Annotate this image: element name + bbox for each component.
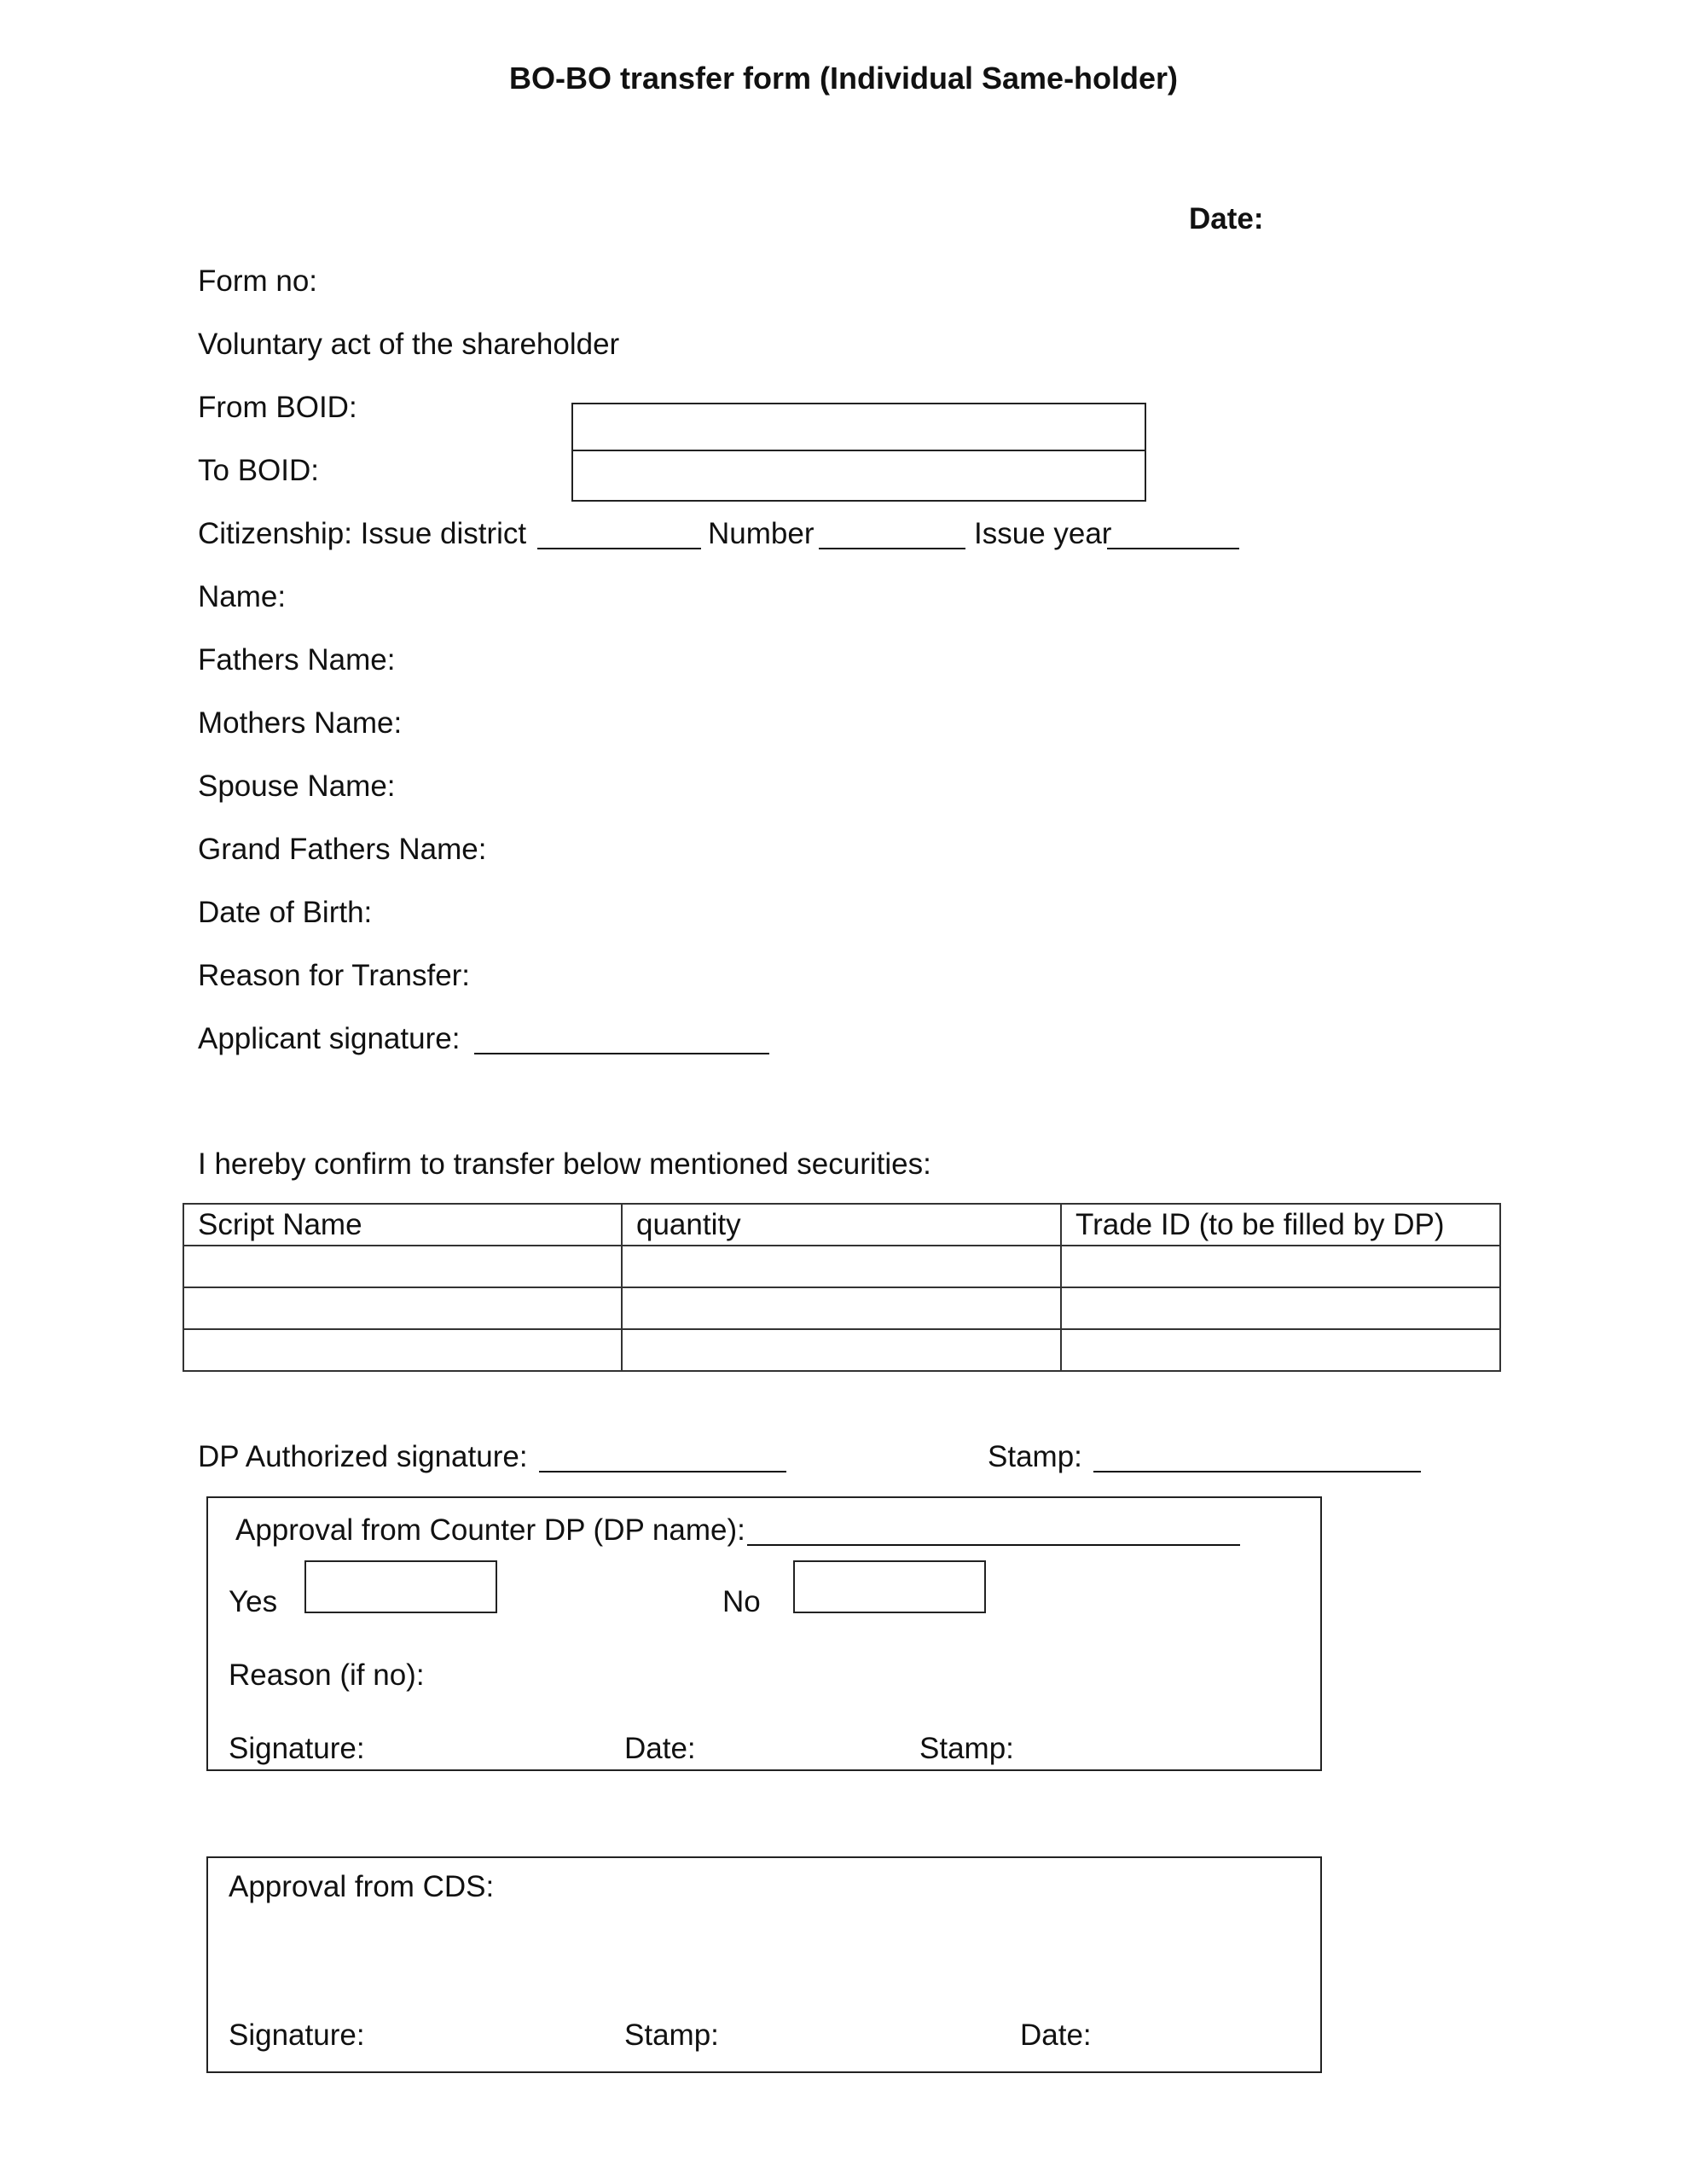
counter-dp-date-label: Date: bbox=[624, 1732, 696, 1765]
table-row bbox=[183, 1287, 1500, 1329]
spouse-name-label: Spouse Name: bbox=[198, 770, 396, 803]
fathers-name-label: Fathers Name: bbox=[198, 643, 396, 677]
mothers-name-label: Mothers Name: bbox=[198, 706, 403, 740]
form-title: BO-BO transfer form (Individual Same-holder) bbox=[508, 61, 1179, 96]
counter-dp-sign-row bbox=[208, 1723, 1317, 1768]
counter-dp-stamp-label: Stamp: bbox=[919, 1732, 1014, 1765]
yes-label: Yes bbox=[229, 1585, 278, 1618]
to-boid-input[interactable] bbox=[571, 450, 1146, 502]
cds-signature-label: Signature: bbox=[229, 2018, 365, 2052]
reason-label: Reason for Transfer: bbox=[198, 959, 471, 992]
form-no-label: Form no: bbox=[198, 264, 318, 298]
to-boid-label: To BOID: bbox=[198, 454, 319, 487]
citizenship-number-label: Number bbox=[708, 517, 815, 550]
yes-checkbox[interactable] bbox=[304, 1560, 497, 1613]
table-cell[interactable] bbox=[183, 1246, 622, 1287]
date-label: Date: bbox=[1189, 202, 1264, 235]
stamp-label: Stamp: bbox=[988, 1440, 1082, 1473]
citizenship-district-line[interactable] bbox=[537, 548, 701, 549]
citizenship-year-line[interactable] bbox=[1107, 548, 1239, 549]
dp-signature-line[interactable] bbox=[539, 1471, 786, 1472]
name-label: Name: bbox=[198, 580, 287, 613]
citizenship-year-label: Issue year bbox=[974, 517, 1112, 550]
header-trade-id: Trade ID (to be filled by DP) bbox=[1061, 1204, 1500, 1246]
table-header-row bbox=[183, 1204, 1500, 1246]
cds-stamp-label: Stamp: bbox=[624, 2018, 719, 2052]
header-script-name: Script Name bbox=[183, 1204, 622, 1246]
table-row bbox=[183, 1246, 1500, 1287]
dp-name-line[interactable] bbox=[747, 1544, 1240, 1546]
table-cell[interactable] bbox=[1061, 1246, 1500, 1287]
table-cell[interactable] bbox=[183, 1287, 622, 1329]
applicant-signature-label: Applicant signature: bbox=[198, 1022, 461, 1055]
no-checkbox[interactable] bbox=[793, 1560, 986, 1613]
table-row bbox=[183, 1329, 1500, 1371]
cds-approval-label: Approval from CDS: bbox=[229, 1870, 495, 1903]
stamp-line[interactable] bbox=[1093, 1471, 1421, 1472]
table-cell[interactable] bbox=[622, 1287, 1061, 1329]
from-boid-label: From BOID: bbox=[198, 391, 357, 424]
reason-if-no-label: Reason (if no): bbox=[229, 1658, 425, 1692]
table-cell[interactable] bbox=[622, 1329, 1061, 1371]
table-cell[interactable] bbox=[183, 1329, 622, 1371]
cds-date-label: Date: bbox=[1020, 2018, 1092, 2052]
applicant-signature-line[interactable] bbox=[474, 1053, 769, 1054]
citizenship-district-label: Citizenship: Issue district bbox=[198, 517, 527, 550]
voluntary-act-text: Voluntary act of the shareholder bbox=[198, 328, 620, 361]
counter-dp-signature-label: Signature: bbox=[229, 1732, 365, 1765]
from-boid-input[interactable] bbox=[571, 403, 1146, 452]
table-cell[interactable] bbox=[1061, 1287, 1500, 1329]
securities-table bbox=[183, 1203, 1501, 1372]
dob-label: Date of Birth: bbox=[198, 896, 373, 929]
table-cell[interactable] bbox=[1061, 1329, 1500, 1371]
counter-dp-approval-label: Approval from Counter DP (DP name): bbox=[235, 1513, 745, 1547]
table-cell[interactable] bbox=[622, 1246, 1061, 1287]
citizenship-number-line[interactable] bbox=[819, 548, 965, 549]
grandfathers-name-label: Grand Fathers Name: bbox=[198, 833, 487, 866]
header-quantity: quantity bbox=[622, 1204, 1061, 1246]
confirm-text: I hereby confirm to transfer below mentioned securities: bbox=[198, 1147, 931, 1181]
dp-signature-label: DP Authorized signature: bbox=[198, 1440, 528, 1473]
no-label: No bbox=[722, 1585, 761, 1618]
